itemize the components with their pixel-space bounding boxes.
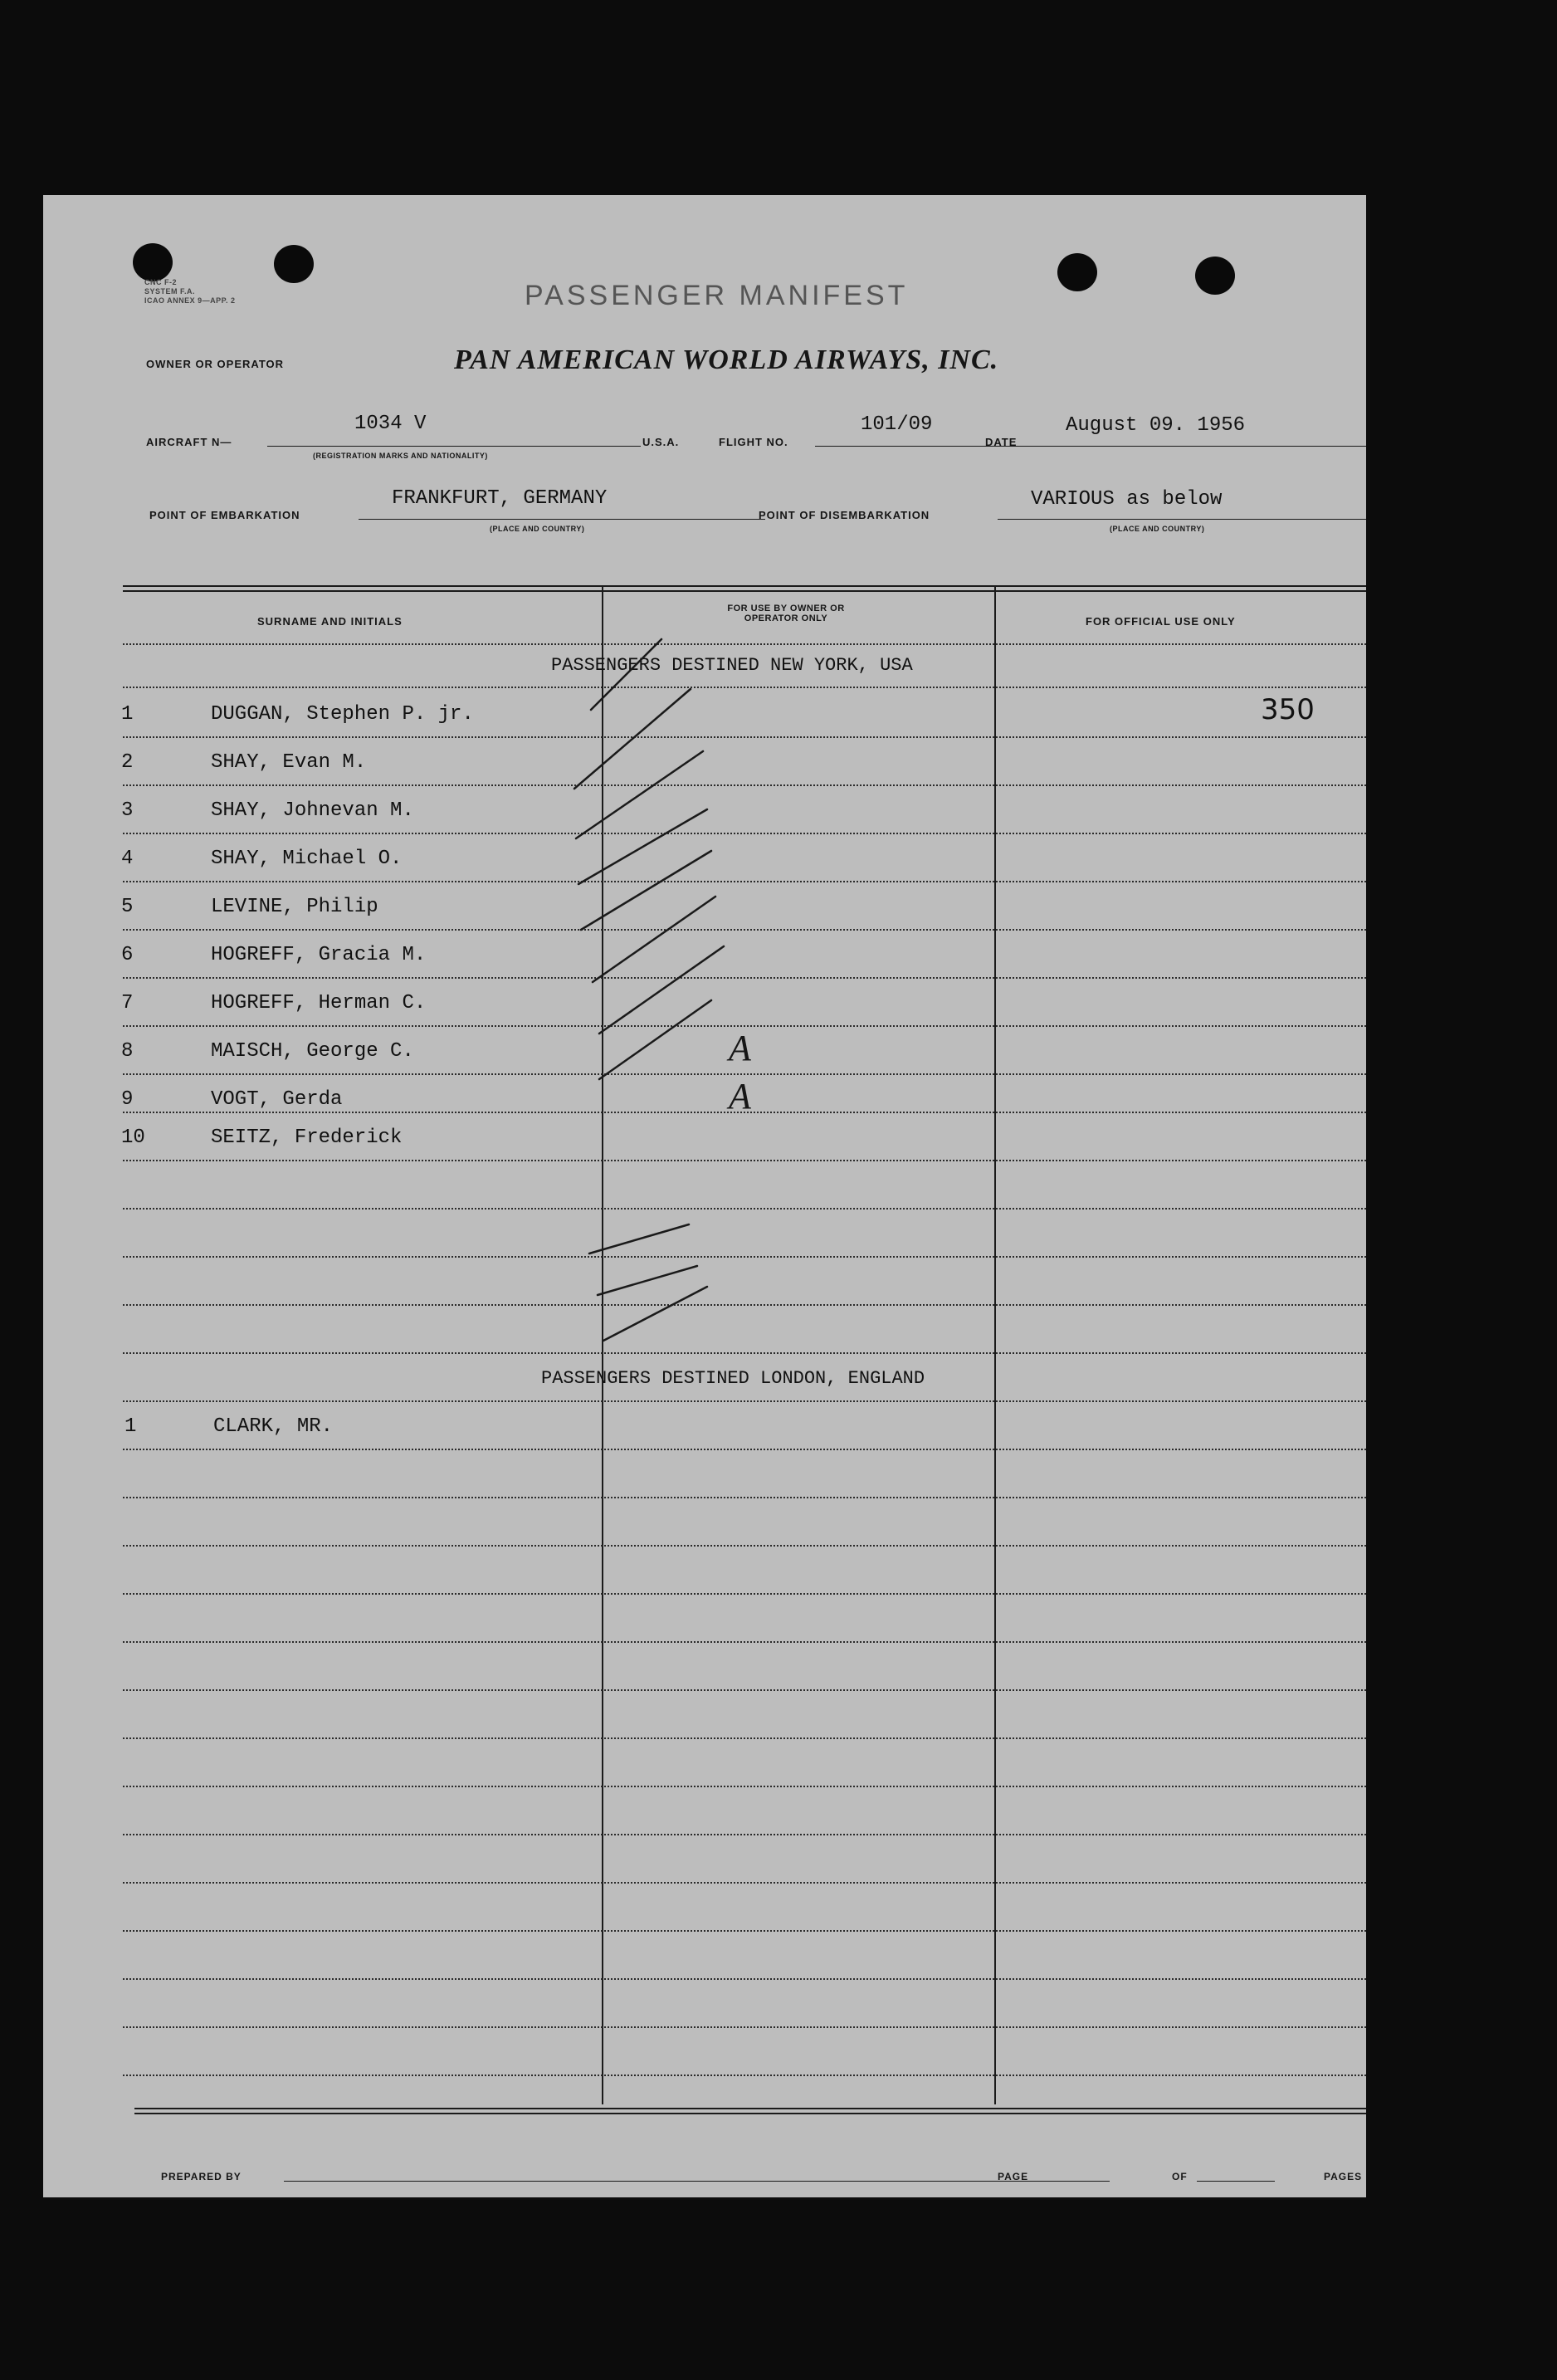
row-number: 1: [124, 1415, 137, 1438]
passenger-name: HOGREFF, Gracia M.: [211, 944, 427, 966]
row-number: 6: [121, 944, 134, 966]
aircraft-value: 1034 V: [354, 413, 427, 435]
row-number: 7: [121, 992, 134, 1014]
owner-label: OWNER OR OPERATOR: [146, 358, 285, 370]
registration-caption: (REGISTRATION MARKS AND NATIONALITY): [313, 452, 488, 460]
passenger-name: DUGGAN, Stephen P. jr.: [211, 703, 474, 726]
disembarkation-value: VARIOUS as below: [1031, 488, 1223, 511]
owner-name: PAN AMERICAN WORLD AIRWAYS, INC.: [454, 345, 999, 375]
section-header-london: PASSENGERS DESTINED LONDON, ENGLAND: [541, 1368, 925, 1389]
prepared-by-label: PREPARED BY: [161, 2171, 242, 2182]
passenger-name: SHAY, Johnevan M.: [211, 799, 414, 822]
passenger-name: VOGT, Gerda: [211, 1088, 343, 1111]
passenger-name: HOGREFF, Herman C.: [211, 992, 427, 1014]
punch-hole-icon: [274, 245, 314, 283]
embarkation-label: POINT OF EMBARKATION: [149, 509, 300, 521]
form-codes: CNC F-2 SYSTEM F.A. ICAO ANNEX 9—APP. 2: [144, 278, 236, 305]
row-number: 5: [121, 896, 134, 918]
passenger-name: SEITZ, Frederick: [211, 1126, 403, 1149]
col-surname-header: SURNAME AND INITIALS: [257, 615, 403, 628]
of-label: OF: [1172, 2171, 1188, 2182]
official-value: 350: [1261, 693, 1315, 726]
row-number: 3: [121, 799, 134, 822]
passenger-name: SHAY, Evan M.: [211, 751, 367, 774]
passenger-name: MAISCH, George C.: [211, 1040, 414, 1063]
date-label: DATE: [985, 436, 1018, 448]
handwritten-mark: A: [729, 1028, 751, 1068]
row-number: 2: [121, 751, 134, 774]
col-official-header: FOR OFFICIAL USE ONLY: [1086, 615, 1236, 628]
row-number: 9: [121, 1088, 134, 1111]
punch-hole-icon: [1057, 253, 1097, 291]
col-owner-header: FOR USE BY OWNER OR OPERATOR ONLY: [727, 604, 845, 623]
check-mark-strokes-icon: [541, 602, 740, 1349]
flight-label: FLIGHT NO.: [719, 436, 788, 448]
handwritten-mark: A: [729, 1076, 751, 1117]
disembark-caption: (PLACE AND COUNTRY): [1110, 525, 1205, 533]
row-number: 4: [121, 848, 134, 870]
aircraft-label: AIRCRAFT N—: [146, 436, 232, 448]
punch-hole-icon: [1195, 257, 1235, 295]
date-value: August 09. 1956: [1066, 414, 1246, 437]
row-number: 10: [121, 1126, 145, 1149]
row-number: 8: [121, 1040, 134, 1063]
embark-caption: (PLACE AND COUNTRY): [490, 525, 585, 533]
flight-value: 101/09: [861, 413, 933, 436]
disembarkation-label: POINT OF DISEMBARKATION: [759, 509, 930, 521]
page-label: PAGE: [998, 2171, 1029, 2182]
passenger-name: LEVINE, Philip: [211, 896, 378, 918]
passenger-name: SHAY, Michael O.: [211, 848, 403, 870]
row-number: 1: [121, 703, 134, 726]
usa-label: U.S.A.: [642, 436, 680, 448]
section-header-ny: PASSENGERS DESTINED NEW YORK, USA: [551, 655, 913, 676]
pages-label: PAGES: [1324, 2171, 1363, 2182]
embarkation-value: FRANKFURT, GERMANY: [392, 487, 608, 510]
page-title: PASSENGER MANIFEST: [525, 280, 909, 311]
punch-hole-icon: [133, 243, 173, 281]
manifest-page: [43, 195, 1366, 2197]
passenger-name: CLARK, MR.: [213, 1415, 334, 1438]
